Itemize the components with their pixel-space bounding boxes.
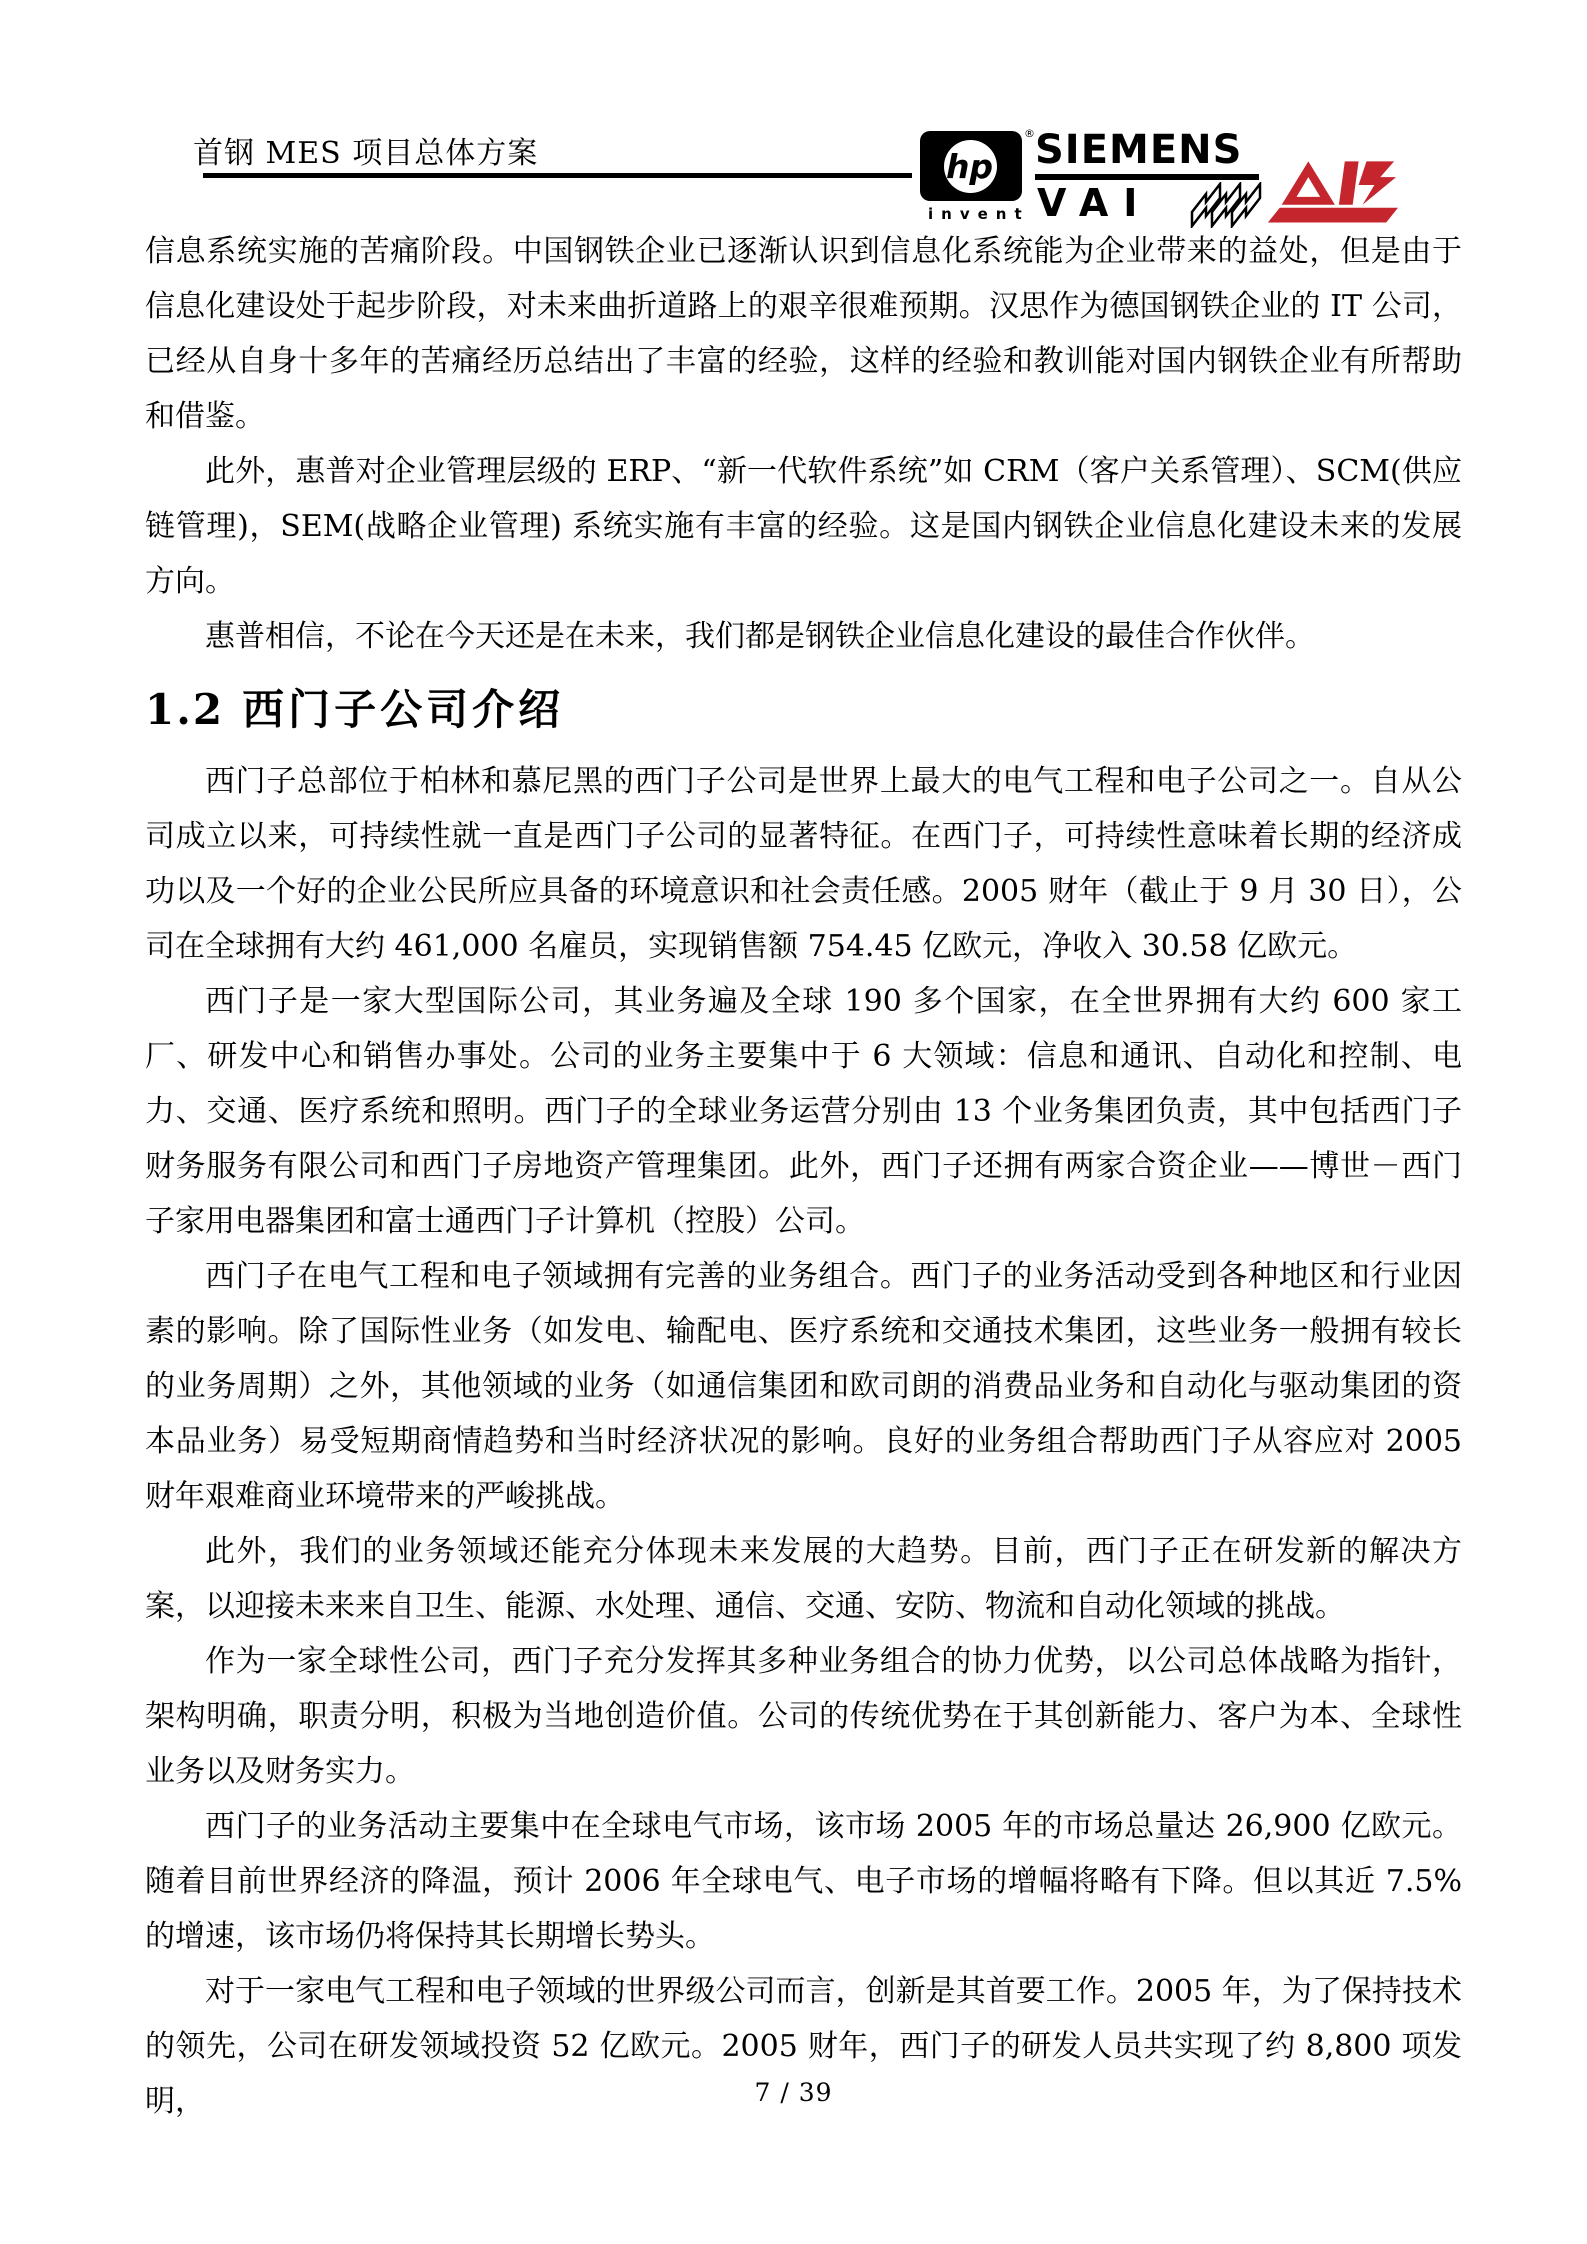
siemens-underline <box>1035 174 1259 180</box>
header-rule <box>203 173 912 178</box>
body-paragraph: 对于一家电气工程和电子领域的世界级公司而言，创新是其首要工作。2005 年，为了保持技术的领先，公司在研发领域投资 52 亿欧元。2005 财年，西门子的研发人员共实现了约 8,800 项发明， <box>145 1974 1462 2119</box>
body-paragraph: 此外，我们的业务领域还能充分体现未来发展的大趋势。目前，西门子正在研发新的解决方案，以迎接未来来自卫生、能源、水处理、通信、交通、安防、物流和自动化领域的挑战。 <box>145 1534 1462 1624</box>
hp-registered-mark: ® <box>1024 127 1035 140</box>
page-header-title: 首钢 MES 项目总体方案 <box>193 136 539 171</box>
page-header <box>0 0 1587 224</box>
page-number: 7 / 39 <box>754 2078 833 2107</box>
section-heading-text: 西门子公司介绍 <box>242 685 565 734</box>
hp-logo-circle <box>944 140 997 193</box>
body-paragraph: 西门子总部位于柏林和慕尼黑的西门子公司是世界上最大的电气工程和电子公司之一。自从公司成立以来，可持续性就一直是西门子公司的显著特征。在西门子，可持续性意味着长期的经济成功以及一个好的企业公民所应具备的环境意识和社会责任感。2005 财年（截止于 9 月 30 日），公司在全球拥有大约 461,000 名雇员，实现销售额 754.45 亿欧元，净收入 30.58 亿欧元。 <box>145 764 1462 964</box>
body-paragraph: 信息系统实施的苦痛阶段。中国钢铁企业已逐渐认识到信息化系统能为企业带来的益处，但是由于信息化建设处于起步阶段，对未来曲折道路上的艰辛很难预期。汉思作为德国钢铁企业的 IT 公司，已经从自身十多年的苦痛经历总结出了丰富的经验，这样的经验和教训能对国内钢铁企业有所帮助和借鉴。 <box>145 234 1462 434</box>
hp-logo-box <box>920 131 1022 201</box>
hp-logo <box>920 127 1035 223</box>
section-heading-number: 1.2 <box>145 685 225 734</box>
vai-logo: VAI <box>1037 181 1153 225</box>
section-heading <box>145 680 1462 740</box>
body-paragraph: 西门子的业务活动主要集中在全球电气市场，该市场 2005 年的市场总量达 26,900 亿欧元。随着目前世界经济的降温，预计 2006 年全球电气、电子市场的增幅将略有下降。但以其近 7.5%的增速，该市场仍将保持其长期增长势头。 <box>145 1809 1462 1954</box>
ais-logo-icon <box>1262 155 1400 223</box>
hp-invent-tagline: invent <box>928 205 1030 223</box>
body-paragraph: 作为一家全球性公司，西门子充分发挥其多种业务组合的协力优势，以公司总体战略为指针，架构明确，职责分明，积极为当地创造价值。公司的传统优势在于其创新能力、客户为本、全球性业务以及财务实力。 <box>145 1644 1462 1789</box>
body-paragraph: 西门子在电气工程和电子领域拥有完善的业务组合。西门子的业务活动受到各种地区和行业因素的影响。除了国际性业务（如发电、输配电、医疗系统和交通技术集团，这些业务一般拥有较长的业务周期）之外，其他领域的业务（如通信集团和欧司朗的消费品业务和自动化与驱动集团的资本品业务）易受短期商情趋势和当时经济状况的影响。良好的业务组合帮助西门子从容应对 2005 财年艰难商业环境带来的严峻挑战。 <box>145 1259 1462 1514</box>
hp-logo-text: hp <box>945 147 994 186</box>
body-paragraph: 惠普相信，不论在今天还是在未来，我们都是钢铁企业信息化建设的最佳合作伙伴。 <box>205 619 1315 654</box>
vai-zigzag-icon <box>1190 182 1262 228</box>
body-paragraph: 此外，惠普对企业管理层级的 ERP、“新一代软件系统”如 CRM（客户关系管理）、SCM(供应链管理)，SEM(战略企业管理) 系统实施有丰富的经验。这是国内钢铁企业信息化建设未来的发展方向。 <box>145 454 1462 599</box>
siemens-logo: SIEMENS <box>1035 127 1243 173</box>
document-body <box>145 224 1462 2129</box>
body-paragraph: 西门子是一家大型国际公司，其业务遍及全球 190 多个国家，在全世界拥有大约 600 家工厂、研发中心和销售办事处。公司的业务主要集中于 6 大领域：信息和通讯、自动化和控制、电力、交通、医疗系统和照明。西门子的全球业务运营分别由 13 个业务集团负责，其中包括西门子财务服务有限公司和西门子房地资产管理集团。此外，西门子还拥有两家合资企业——博世－西门子家用电器集团和富士通西门子计算机（控股）公司。 <box>145 984 1462 1239</box>
